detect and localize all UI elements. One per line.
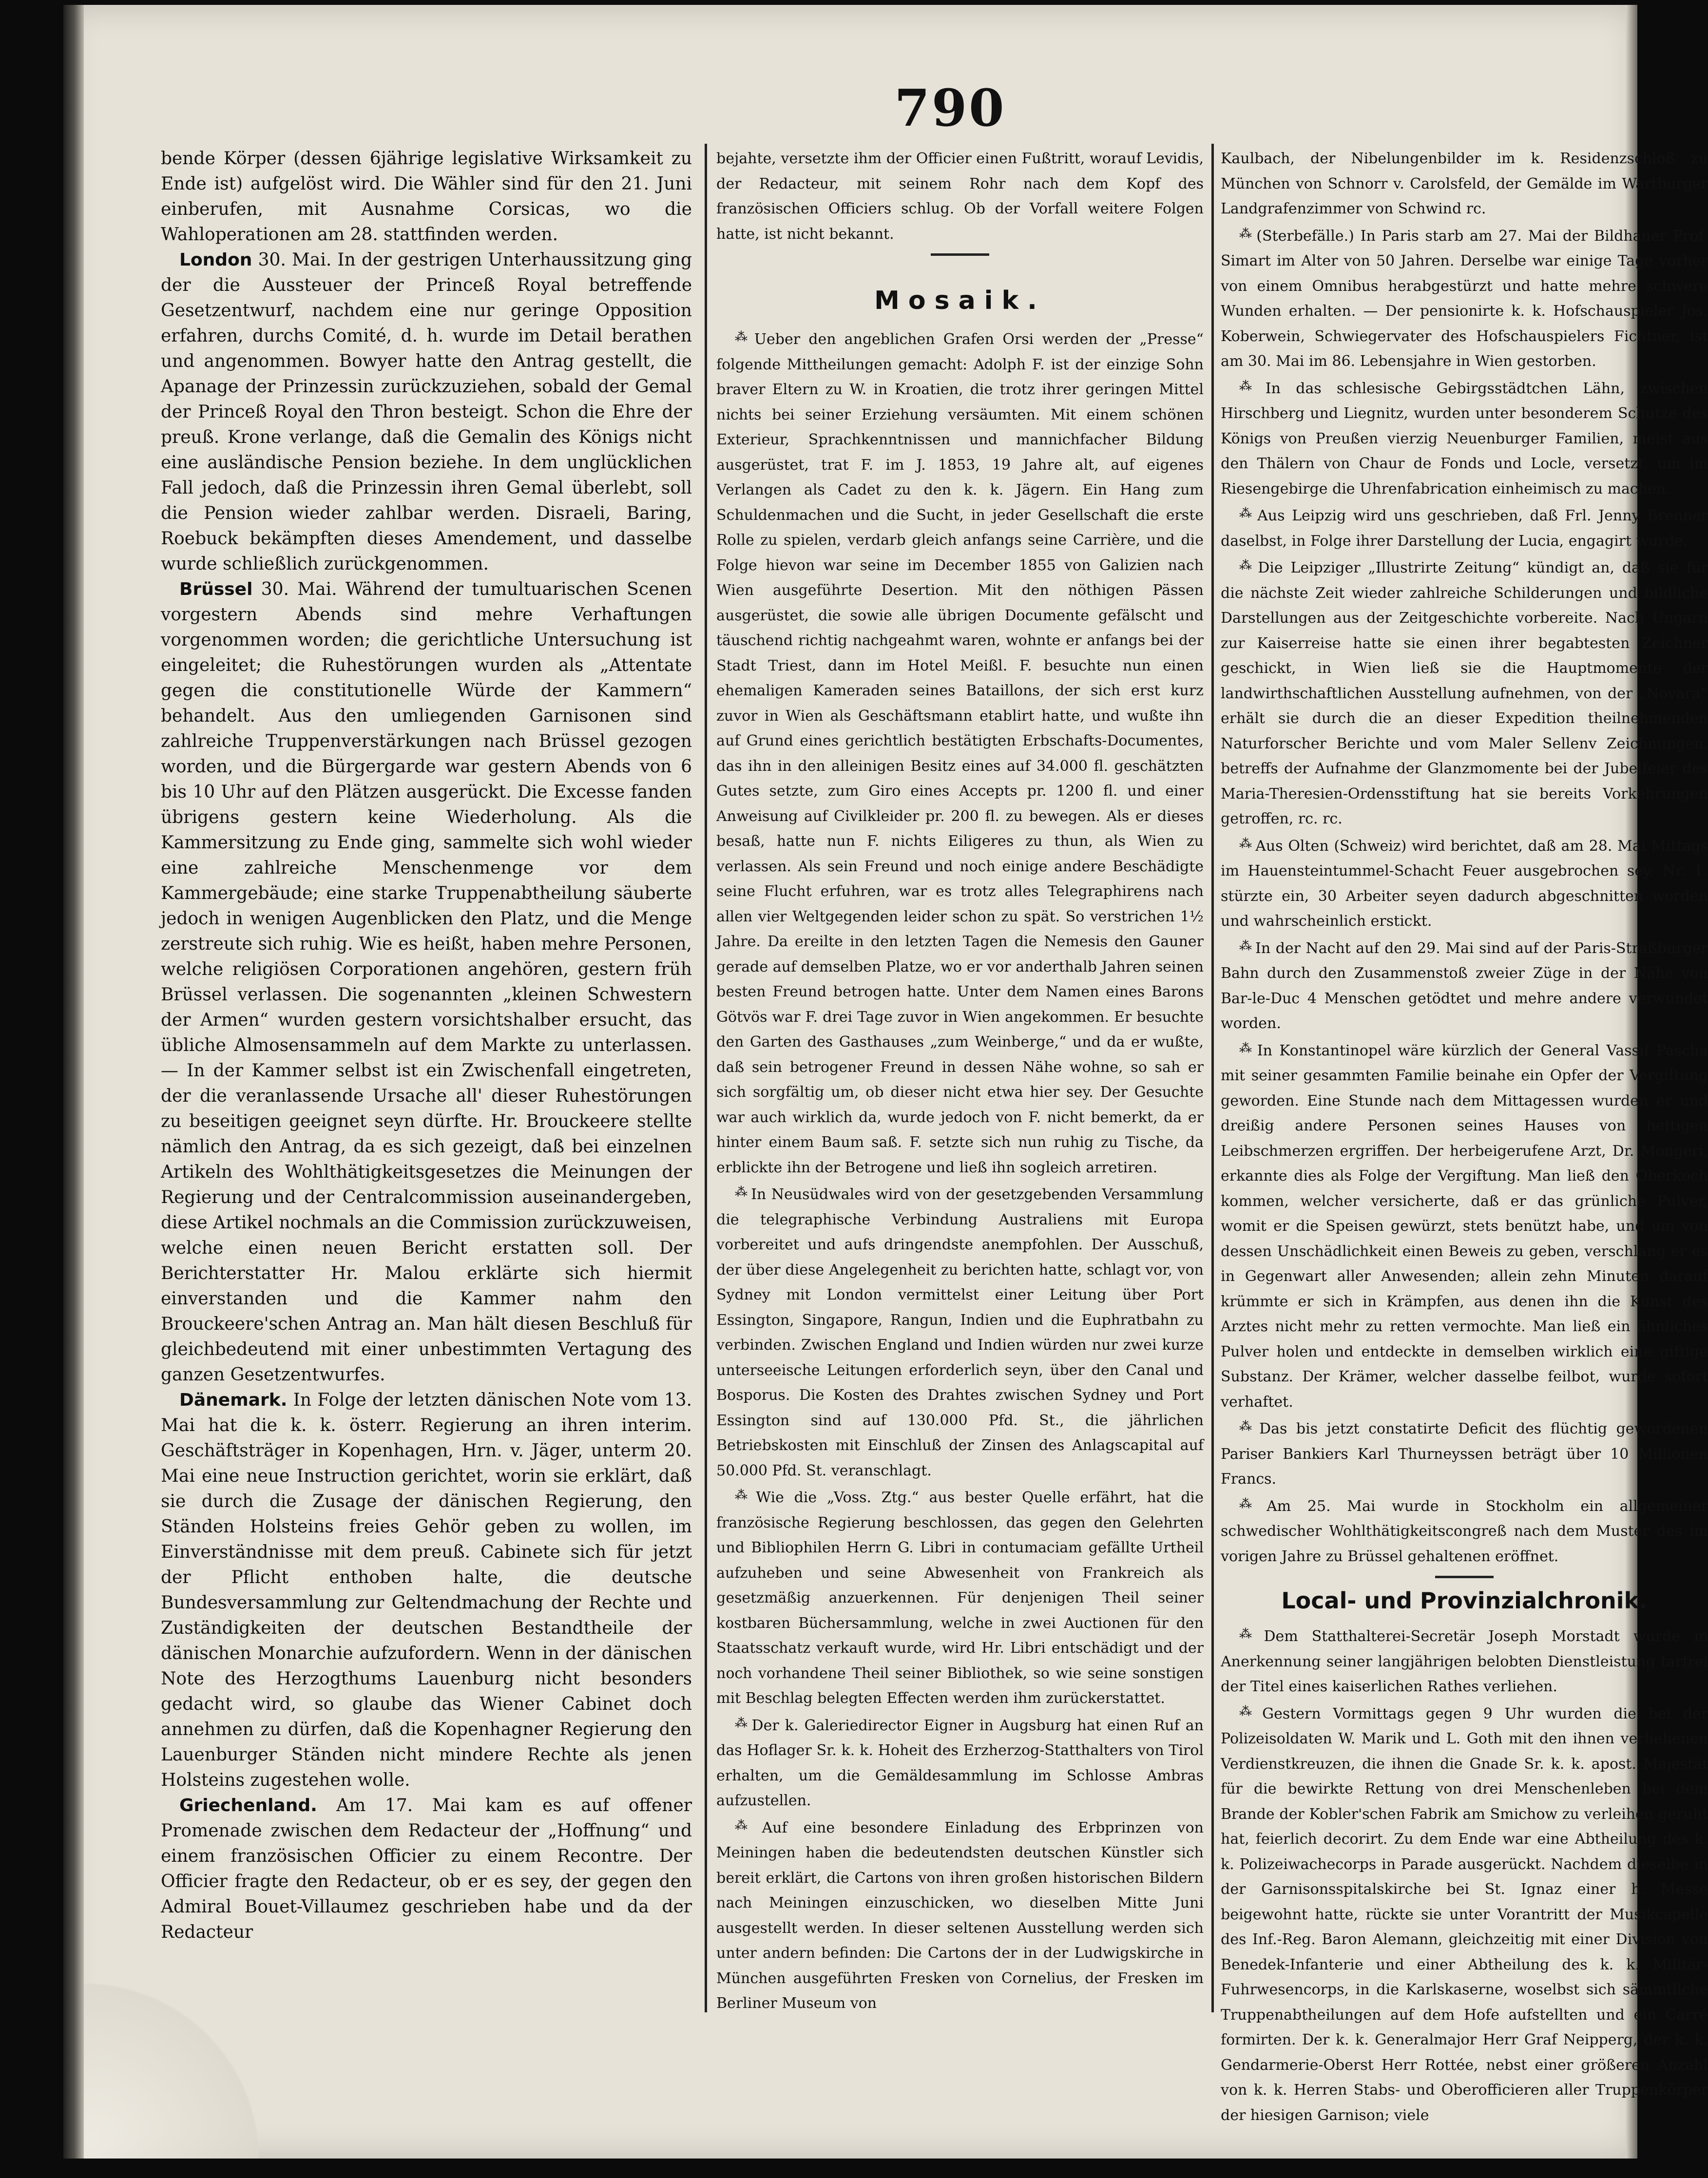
article-paragraph — [161, 577, 692, 1388]
asterism-icon: ⁂ — [1239, 1704, 1260, 1719]
news-item: ⁂ Ueber den angeblichen Grafen Orsi werden der „Presse“ folgende Mittheilungen gemacht: Adolph F. ist der einzige Sohn braver Eltern zu W. in Kroatien, die trotz ihrer geringen Mittel nichts bei seiner Erziehung versäumten. Mit einem schönen Exterieur, Sprachkenntnissen und mannichfacher Bildung ausgerüstet, trat F. im J. 1853, 19 Jahre alt, auf eigenes Verlangen als Cadet zu den k. k. Jägern. Ein Hang zum Schuldenmachen und die Sucht, in jeder Gesellschaft die erste Rolle zu spielen, verdarb gleich anfangs seine Carrière, und die Folge hievon war seine im December 1855 von Galizien nach Wien ausgeführte Desertion. Mit den nöthigen Pässen ausgerüstet, die sowie alle übrigen Documente gefälscht und täuschend richtig nachgeahmt waren, wohnte er anfangs bei der Stadt Triest, dann im Hotel Meißl. F. besuchte nun einen ehemaligen Kameraden seines Bataillons, der sich erst kurz zuvor in Wien als Geschäftsmann etablirt hatte, und wußte ihn auf Grund eines gerichtlich bestätigten Erbschafts-Documentes, das ihn in den alleinigen Besitz eines auf 34.000 fl. geschätzten Gutes setzte, zum Giro eines Accepts pr. 1200 fl. und einer Anweisung auf Civilkleider pr. 200 fl. zu bewegen. Als er dieses besaß, hatte nun F. nichts Eiligeres zu thun, als Wien zu verlassen. Als sein Freund und noch einige andere Beschädigte seine Flucht erfuhren, war es trotz alles Telegraphirens nach allen vier Weltgegenden leider schon zu spät. So verstrichen 1½ Jahre. Da ereilte in den letzten Tagen die Nemesis den Gauner gerade auf demselben Platze, wo er vor anderthalb Jahren seinen besten Freund betrogen hatte. Unter dem Namen eines Barons Götvös war F. drei Tage zuvor in Wien angekommen. Er besuchte den Garten des Gasthauses „zum Weinberge,“ und da er wußte, daß sein betrogener Freund in dessen Nähe wohne, so sah er sich sorgfältig um, ob dieser nicht etwa hier sey. Der Gesuchte war auch wirklich da, wurde jedoch von F. nicht bemerkt, da er hinter einem Baum saß. F. setzte sich nun ruhig zu Tische, da erblickte ihn der Betrogene und ließ ihn sogleich arretiren. — [716, 330, 1204, 1176]
asterism-icon: ⁂ — [1239, 1419, 1257, 1434]
dateline-place: Brüssel — [179, 579, 253, 599]
news-item: ⁂ Der k. Galeriedirector Eigner in Augsburg hat einen Ruf an das Hoflager Sr. k. k. Hoheit des Erzherzog-Statthalters von Tirol erhalten, um die Gemäldesammlung im Schlosse Ambras aufzustellen. — [716, 1716, 1204, 1809]
news-item: Kaulbach, der Nibelungenbilder im k. Residenzschloß zu München von Schnorr v. Carolsfeld, der Gemälde im Wartburger Landgrafenzimmer von Schwind rc. — [1221, 150, 1708, 217]
asterism-icon: ⁂ — [1239, 1496, 1264, 1511]
news-item: ⁂ Aus Olten (Schweiz) wird berichtet, daß am 28. Mai Mittags im Hauensteintummel-Schacht Feuer ausgebrochen sey. Nr. 1. stürzte ein, 30 Arbeiter seyen dadurch abgeschnitten worden und wahrscheinlich erstickt. — [1221, 836, 1708, 930]
asterism-icon: ⁂ — [735, 1716, 749, 1731]
asterism-icon: ⁂ — [1239, 1041, 1254, 1056]
news-item: ⁂ Am 25. Mai wurde in Stockholm ein allgemeiner schwedischer Wohlthätigkeitscongreß nach dem Muster des im vorigen Jahre zu Brüssel gehaltenen eröffnet. — [1221, 1496, 1708, 1565]
news-item: ⁂ Aus Leipzig wird uns geschrieben, daß Frl. Jenny Brenner daselbst, in Folge ihrer Darstellung der Lucia, engagirt wurde. — [1221, 506, 1708, 550]
article-paragraph: bejahte, versetzte ihm der Officier einen Fußtritt, worauf Levidis, der Redacteur, mit seinem Rohr nach dem Kopf des französischen Officiers schlug. Ob der Vorfall weitere Folgen hatte, ist nicht bekannt. — [716, 150, 1204, 243]
asterism-icon: ⁂ — [735, 330, 751, 344]
column-mosaik — [716, 146, 1204, 2046]
asterism-icon: ⁂ — [1239, 506, 1255, 521]
column-rule — [705, 144, 707, 2012]
section-title-mosaik: Mosaik. — [874, 286, 1046, 315]
page-number: 790 — [894, 78, 1006, 138]
news-item: ⁂ In das schlesische Gebirgsstädtchen Lähn, zwischen Hirschberg und Liegnitz, wurden unter besonderem Schutze des Königs von Preußen vierzig Neuenburger Familien, meist aus den Thälern von Chaur de Fonds und Locle, versetzt, um im Riesengebirge die Uhrenfabrication einheimisch zu machen. — [1221, 379, 1708, 497]
dateline-place: London — [179, 250, 252, 270]
article-paragraph — [161, 1388, 692, 1793]
news-item: ⁂ Die Leipziger „Illustrirte Zeitung“ kündigt an, daß sie für die nächste Zeit wieder zahlreiche Schilderungen und bildliche Darstellungen aus der Zeitgeschichte vorbereite. Nach Ungarn zur Kaiserreise hatte sie einen ihrer begabtesten Zeichner geschickt, in Wien ließ sie die Hauptmomente der landwirthschaftlichen Ausstellung aufnehmen, von der „Novara“ erhält sie durch die an dieser Expedition theilnehmenden Naturforscher Berichte und vom Maler Sellenv Zeichnungen, betreffs der Aufnahme der Glanzmomente bei der Jubelfeier des Maria-Theresien-Ordensstiftung hat sie bereits Vorkehrungen getroffen, rc. rc. — [1221, 558, 1708, 827]
news-item: ⁂ (Sterbefälle.) In Paris starb am 27. Mai der Bildhauer Prof. Simart im Alter von 50 Jahren. Derselbe war einige Tage vorher von einem Omnibus herabgestürzt und hatte mehre schwere Wunden erhalten. — Der pensionirte k. k. Hofschauspieler Jos. Koberwein, Schwiegervater des Hofschauspielers Fichtner, ist am 30. Mai im 86. Lebensjahre in Wien gestorben. — [1221, 226, 1708, 370]
news-item: ⁂ Gestern Vormittags gegen 9 Uhr wurden die bei der Polizeisoldaten W. Marik und L. Goth mit den ihnen verliehenen Verdienstkreuzen, die ihnen die Gnade Sr. k. k. apost. Majestät für die bewirkte Rettung von drei Menschenleben bei dem Brande der Kobler'schen Fabrik am Smichow zu verleihen geruht hat, feierlich decorirt. Zu dem Ende war eine Abtheilung des k. k. Polizeiwachecorps in Parade ausgerückt. Nachdem dieselbe in der Garnisonsspitalskirche bei St. Ignaz einer h. Messe beigewohnt hatte, rückte sie unter Vorantritt der Musikcapelle des Inf.-Reg. Baron Alemann, gleichzeitig mit einer Division von Benedek-Infanterie und einer Abtheilung des k. k. Militär-Fuhrwesencorps, in die Karlskaserne, woselbst sich sämmtliche Truppenabtheilungen auf dem Hofe aufstellten und ein Carré formirten. Der k. k. Generalmajor Herr Graf Neipperg, der k. k. Gendarmerie-Oberst Herr Rottée, nebst einer größeren Anzahl von k. k. Herren Stabs- und Oberofficieren aller Truppenkörper der hiesigen Garnison; viele — [1221, 1704, 1708, 2124]
asterism-icon: ⁂ — [1239, 226, 1254, 241]
article-paragraph: bende Körper (dessen 6jährige legislative Wirksamkeit zu Ende ist) aufgelöst wird. Die Wähler sind für den 21. Juni einberufen, mit Ausnahme Corsicas, wo die Wahloperationen am 28. stattfinden werden. — [161, 149, 692, 245]
news-item: ⁂ Dem Statthalterei-Secretär Joseph Morstadt wurde in Anerkennung seiner langjährigen belobten Dienstleistung tarfrei der Titel eines kaiserlichen Rathes verliehen. — [1221, 1627, 1708, 1695]
asterism-icon: ⁂ — [735, 1488, 753, 1503]
section-title-local: Local- und Provinzialchronik. — [1281, 1587, 1648, 1614]
news-item: ⁂ In der Nacht auf den 29. Mai sind auf der Paris-Straßburger Bahn durch den Zusammenstoß zweier Züge in der Nähe von Bar-le-Duc 4 Menschen getödtet und mehre andere verwundet worden. — [1221, 938, 1708, 1032]
article-text: In Folge der letzten dänischen Note vom 13. Mai hat die k. k. österr. Regierung an ihren interim. Geschäftsträger in Kopenhagen, Hrn. v. Jäger, unterm 20. Mai eine neue Instruction gerichtet, worin sie erklärt, daß sie durch die Zusage der dänischen Regierung, den Ständen Holsteins freies Gehör geben zu wollen, im Einverständnisse mit dem preuß. Cabinete sich für jetzt der Pflicht enthoben halte, die deutsche Bundesversammlung zur Geltendmachung der Rechte und Zuständigkeiten der deutschen Bestandtheile der dänischen Monarchie aufzufordern. Wenn in der dänischen Note des Herzogthums Lauenburg nicht besonders gedacht wird, so glaube das Wiener Cabinet doch annehmen zu dürfen, daß die Kopenhagner Regierung den Lauenburger Ständen nicht mindere Rechte als jenen Holsteins zugestehen wolle. — [161, 1390, 692, 1790]
article-paragraph — [161, 1793, 692, 1945]
asterism-icon: ⁂ — [1239, 379, 1263, 394]
asterism-icon: ⁂ — [1239, 938, 1252, 954]
newspaper-page — [63, 5, 1708, 2159]
section-divider — [1435, 1576, 1494, 1578]
dateline-place: Griechenland. — [179, 1796, 317, 1815]
article-paragraph — [161, 248, 692, 577]
column-rule — [1211, 144, 1214, 2012]
article-text: Am 17. Mai kam es auf offener Promenade zwischen dem Redacteur der „Hoffnung“ und einem französischen Officier zu einem Recontre. Der Officier fragte den Redacteur, ob er es sey, der gegen den Admiral Bouet-Villaumez geschrieben habe und da der Redacteur — [161, 1796, 692, 1942]
article-text: 30. Mai. Während der tumultuarischen Scenen vorgestern Abends sind mehre Verhaftungen vorgenommen worden; die gerichtliche Untersuchung ist eingeleitet; die Ruhestörungen wurden als „Attentate gegen die constitutionelle Würde der Kammern“ behandelt. Aus den umliegenden Garnisonen sind zahlreiche Truppenverstärkungen nach Brüssel gezogen worden, und die Bürgergarde war gestern Abends von 6 bis 10 Uhr auf den Plätzen ausgerückt. Die Excesse fanden übrigens gestern keine Wiederholung. Als die Kammersitzung zu Ende ging, sammelte sich wohl wieder eine zahlreiche Menschenmenge vor dem Kammergebäude; eine starke Truppenabtheilung säuberte jedoch in wenigen Augenblicken den Platz, und die Menge zerstreute sich ruhig. Wie es heißt, haben mehre Personen, welche religiösen Corporationen angehören, gestern früh Brüssel verlassen. Die sogenannten „kleinen Schwestern der Armen“ wurden gestern vorsichtshalber ersucht, das übliche Almosensammeln auf dem Markte zu unterlassen. — In der Kammer selbst ist ein Zwischenfall eingetreten, der die veranlassende Ursache all' dieser Ruhestörungen zu beseitigen geeignet seyn dürfte. Hr. Brouckeere stellte nämlich den Antrag, da es sich gezeigt, daß bei einzelnen Artikeln des Wohlthätigkeitsgesetzes die Meinungen der Regierung und der Centralcommission auseinandergeben, diese Artikel nochmals an die Commission zurückzuweisen, welche einen neuen Bericht erstatten soll. Der Berichterstatter Hr. Malou erklärte sich hiermit einverstanden und die Kammer nahm den Brouckeere'schen Antrag an. Man hält diesen Beschluß für gleichbedeutend mit einer unbestimmten Vertagung des ganzen Gesetzentwurfes. — [161, 579, 692, 1385]
book-binding-shadow — [63, 5, 84, 2159]
asterism-icon: ⁂ — [735, 1818, 759, 1833]
news-item: ⁂ In Konstantinopel wäre kürzlich der General Vassif Pascha mit seiner gesammten Familie beinahe ein Opfer der Vergiftung geworden. Eine Stunde nach dem Mittagessen wurden er und dreißig andere Personen seines Hauses von heftigen Leibschmerzen ergriffen. Der herbeigerufene Arzt, Dr. Mongeri, erkannte dies als Folge der Vergiftung. Man ließ den Oberkoch kommen, welcher versicherte, daß er das grünliche Pulver, womit er die Speisen gewürzt, stets benützt habe, und um von dessen Unschädlichkeit einen Beweis zu geben, verschlang er es in Gegenwart aller Anwesenden; allein zehn Minuten darauf krümmte er sich in Krämpfen, aus denen ihn die Kunst des Arztes nicht mehr zu retten vermochte. Man ließ ein ähnliches Pulver holen und entdeckte in demselben wirklich eine giftige Substanz. Der Krämer, welcher dasselbe feilbot, wurde sofort verhaftet. — [1221, 1041, 1708, 1411]
asterism-icon: ⁂ — [1239, 836, 1253, 851]
asterism-icon: ⁂ — [1239, 1627, 1261, 1642]
news-item: ⁂ Auf eine besondere Einladung des Erbprinzen von Meiningen haben die bedeutendsten deutschen Künstler sich bereit erklärt, die Cartons von ihren großen historischen Bildern nach Meiningen einzuschicken, wo dieselben Mitte Juni ausgestellt werden. In dieser seltenen Ausstellung werden sich unter andern befinden: Die Cartons der in der Ludwigskirche in München ausgeführten Fresken von Cornelius, der Fresken im Berliner Museum von — [716, 1818, 1204, 2012]
section-divider — [931, 253, 989, 256]
column-politics — [161, 146, 692, 2046]
news-item: ⁂ Wie die „Voss. Ztg.“ aus bester Quelle erfährt, hat die französische Regierung beschlossen, das gegen den Gelehrten und Bibliophilen Herrn G. Libri in contumaciam gefällte Urtheil aufzuheben und seine Abwesenheit von Frankreich als gesetzmäßig anzuerkennen. Für denjenigen Theil seiner kostbaren Büchersammlung, welche in zwei Auctionen für den Staatsschatz verkauft wurde, wird Hr. Libri entschädigt und der noch vorhandene Theil seiner Bibliothek, so wie seine sonstigen mit Beschlag belegten Effecten werden ihm zurückerstattet. — [716, 1488, 1204, 1707]
asterism-icon: ⁂ — [735, 1185, 748, 1200]
news-item: ⁂ Das bis jetzt constatirte Deficit des flüchtig gewordenen Pariser Bankiers Karl Thurneyssen beträgt über 10 Millionen Francs. — [1221, 1419, 1708, 1488]
dateline-place: Dänemark. — [179, 1390, 288, 1410]
article-text: 30. Mai. In der gestrigen Unterhaussitzung ging der die Aussteuer der Princeß Royal betreffende Gesetzentwurf, nachdem eine nur geringe Opposition erfahren, durchs Comité, d. h. wurde im Detail berathen und angenommen. Bowyer hatte den Antrag gestellt, die Apanage der Prinzessin zurückzuziehen, sobald der Gemal der Princeß Royal den Thron besteigt. Schon die Ehre der preuß. Krone verlange, daß die Gemalin des Königs nicht eine ausländische Pension beziehe. In dem unglücklichen Fall jedoch, daß die Prinzessin ihren Gemal überlebt, soll die Pension wieder zahlbar werden. Disraeli, Baring, Roebuck bekämpften dieses Amendement, und dasselbe wurde schließlich zurückgenommen. — [161, 250, 692, 574]
column-news-local — [1221, 146, 1708, 2124]
news-item: ⁂ In Neusüdwales wird von der gesetzgebenden Versammlung die telegraphische Verbindung Australiens mit Europa vorbereitet und aufs dringendste anempfohlen. Der Ausschuß, der über diese Angelegenheit zu berichten hatte, schlagt vor, von Sydney mit London vermittelst einer Leitung über Port Essington, Singapore, Rangun, Indien und die Euphratbahn zu verbinden. Zwischen England und Indien würden nur zwei kurze unterseeische Leitungen erforderlich seyn, über den Canal und Bosporus. Die Kosten des Drahtes zwischen Sydney und Port Essington sind auf 130.000 Pfd. St., die jährlichen Betriebskosten mit Einschluß der Zinsen des Anlagscapital auf 50.000 Pfd. St. veranschlagt. — [716, 1185, 1204, 1479]
asterism-icon: ⁂ — [1239, 558, 1255, 573]
